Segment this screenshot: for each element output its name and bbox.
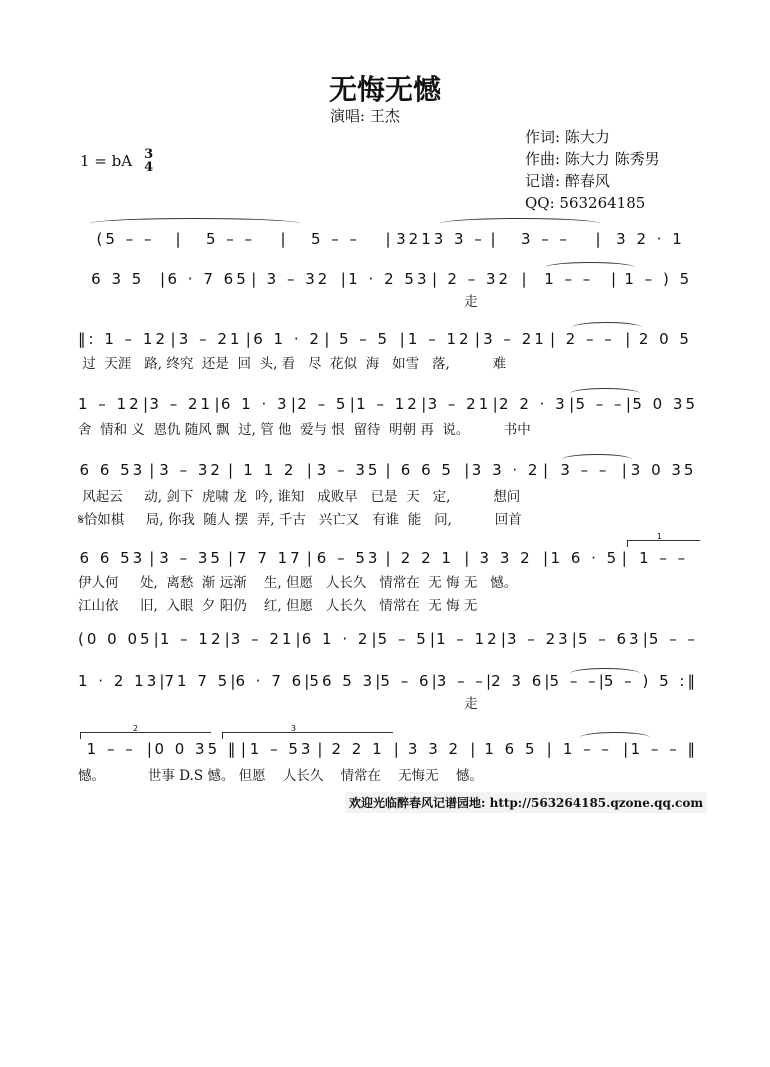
measure: 2 2 · 3 xyxy=(499,395,568,413)
barline: | xyxy=(306,549,312,567)
barline: | xyxy=(317,740,323,758)
volta-label: 1 xyxy=(656,532,662,541)
measure: 6 1 · 2 xyxy=(253,330,322,348)
measure: 3 – 35 xyxy=(159,549,223,567)
key-label: 1 = bA xyxy=(80,152,133,170)
measure: 2 – 5 xyxy=(297,395,349,413)
measure: 1 – – xyxy=(544,270,594,288)
barline: | xyxy=(621,549,627,567)
measure: 2 2 1 xyxy=(331,740,385,758)
tie xyxy=(570,668,640,679)
measure: 3 – – xyxy=(520,230,571,248)
qq: QQ: 563264185 xyxy=(525,194,646,212)
measure: 2 – – xyxy=(565,330,615,348)
key-signature xyxy=(80,148,153,174)
measure: 3 – 32 xyxy=(266,270,331,288)
measure: 56 5 3 xyxy=(309,672,376,690)
barline: | xyxy=(621,461,627,479)
barline: | xyxy=(393,740,399,758)
measure: 6 · 7 6 xyxy=(235,672,305,690)
measure: 5 – ) 5 :‖ xyxy=(603,672,698,690)
measure: 1 – 12 xyxy=(356,395,420,413)
measure: 1 – 12 xyxy=(159,630,224,648)
lyric-line: 𝄋恰如棋 局, 你我 随人 摆 弄, 千古 兴亡又 有谁 能 问, 回首 xyxy=(78,512,522,528)
barline: | xyxy=(159,672,165,690)
barline: | xyxy=(623,740,629,758)
measure: 6 6 53 xyxy=(79,461,146,479)
measure: 2 2 1 xyxy=(400,549,454,567)
barline: | xyxy=(227,461,234,479)
barline: | xyxy=(474,330,480,348)
barline: | xyxy=(625,330,631,348)
barline: | xyxy=(399,330,405,348)
lyric-line: 过 天涯 路, 终究 还是 回 头, 看 尽 花似 海 如雪 落, 难 xyxy=(78,356,507,372)
notation-line xyxy=(78,230,698,248)
tie xyxy=(562,454,632,465)
lyric-line: 伊人何 处, 离愁 渐 远渐 生, 但愿 人长久 情常在 无 悔 无 憾。 xyxy=(78,575,518,591)
measure: 3 3 2 xyxy=(407,740,462,758)
measure: 6 6 5 xyxy=(400,461,454,479)
barline: | xyxy=(280,230,286,248)
notation-line xyxy=(78,630,698,648)
barline: | xyxy=(542,549,549,567)
measure: 6 · 7 65 xyxy=(167,270,249,288)
measure: 1 – – xyxy=(86,740,136,758)
tie xyxy=(570,388,640,399)
measure: 3 – 21 xyxy=(149,395,214,413)
barline: | xyxy=(470,740,476,758)
measure: 3 – 21 xyxy=(178,330,243,348)
measure: 2 3 6 xyxy=(491,672,545,690)
barline: | xyxy=(492,395,498,413)
measure: 5 – 5 xyxy=(338,330,391,348)
time-bottom: 4 xyxy=(144,160,154,175)
measure: 5 – 6 xyxy=(380,672,432,690)
measure: 3 – – xyxy=(436,672,486,690)
measure: 3 – 23 xyxy=(507,630,571,648)
barline: | xyxy=(500,630,506,648)
barline: | xyxy=(149,461,155,479)
barline: | xyxy=(569,395,575,413)
measure: 1 – 12 xyxy=(436,630,500,648)
measure: 6 – 53 xyxy=(316,549,381,567)
volta-2 xyxy=(80,724,211,739)
measure: 3 – – xyxy=(560,461,610,479)
lyric-line: 憾。 世事 D.S 憾。 但愿 人长久 情常在 无悔无 憾。 xyxy=(78,768,483,784)
barline: | xyxy=(385,461,391,479)
measure: 5 – – xyxy=(549,672,599,690)
volta-1 xyxy=(627,532,700,547)
barline: | xyxy=(290,395,296,413)
barline: | xyxy=(521,270,527,288)
transcriber: 记谱: 醉春风 xyxy=(525,172,610,190)
song-title: 无悔无憾 xyxy=(328,73,441,106)
time-signature xyxy=(144,148,153,174)
measure: 5 – – xyxy=(205,230,256,248)
barline: | xyxy=(295,630,301,648)
measure: 3 3 2 xyxy=(479,549,533,567)
barline: | xyxy=(349,395,355,413)
measure: 1 – ) 5 xyxy=(624,270,693,288)
measure: 7 7 17 xyxy=(237,549,303,567)
barline: | xyxy=(251,270,257,288)
barline: | xyxy=(431,270,438,288)
notation-line xyxy=(78,549,698,567)
barline: | xyxy=(227,549,234,567)
barline: | xyxy=(143,395,149,413)
measure: 1 – – xyxy=(562,740,612,758)
measure: 1 6 · 5 xyxy=(550,549,620,567)
tie xyxy=(545,262,635,273)
measure: 71 7 5 xyxy=(164,672,231,690)
barline: | xyxy=(170,330,176,348)
barline: | xyxy=(642,630,648,648)
barline: | xyxy=(371,630,377,648)
barline: | xyxy=(542,461,549,479)
measure: 3 – 21 xyxy=(427,395,492,413)
measure: 2 – 32 xyxy=(447,270,512,288)
measure: 1 1 2 xyxy=(243,461,297,479)
barline: | xyxy=(245,330,251,348)
measure: 5 – – xyxy=(310,230,361,248)
barline: | xyxy=(159,270,166,288)
measure: 1 6 5 xyxy=(484,740,538,758)
barline: | xyxy=(485,672,492,690)
volta-label: 3 xyxy=(291,724,297,733)
measure: 3 – 21 xyxy=(230,630,295,648)
barline: | xyxy=(464,461,470,479)
volta-3 xyxy=(222,724,393,739)
footer-link[interactable]: 欢迎光临醉春风记谱园地: http://563264185.qzone.qq.com xyxy=(345,792,707,813)
barline: | xyxy=(546,740,552,758)
measure: 1 – 53 xyxy=(249,740,314,758)
barline: | xyxy=(544,672,550,690)
barline: | xyxy=(224,630,230,648)
time-top: 3 xyxy=(144,147,154,162)
barline: | xyxy=(214,395,220,413)
measure: 3 – 21 xyxy=(483,330,547,348)
measure: 1 · 2 13 xyxy=(78,672,160,690)
lyric-line: 风起云 动, 剑下 虎啸 龙 吟, 谁知 成败早 已是 天 定, 想问 xyxy=(78,489,521,505)
measure: 0 0 35 ‖ xyxy=(154,740,239,758)
measure: 6 1 · 3 xyxy=(220,395,290,413)
measure: 5 – 5 xyxy=(377,630,429,648)
lyricist: 作词: 陈大力 xyxy=(525,128,610,146)
measure: 3 0 35 xyxy=(630,461,697,479)
lyric-line: 走 xyxy=(78,696,478,712)
measure: 5 0 35 xyxy=(632,395,699,413)
barline: | xyxy=(464,549,470,567)
measure: 5 – 63 xyxy=(577,630,642,648)
barline: | xyxy=(306,461,312,479)
barline: | xyxy=(230,672,236,690)
barline: | xyxy=(421,395,427,413)
barline: | xyxy=(625,395,631,413)
barline: | xyxy=(385,549,391,567)
measure: 3 3 · 2 xyxy=(471,461,541,479)
composer: 作曲: 陈大力 陈秀男 xyxy=(525,150,660,168)
measure: 5 – – xyxy=(648,630,698,648)
barline: | xyxy=(340,270,346,288)
barline: | xyxy=(146,740,152,758)
barline: | xyxy=(431,672,437,690)
measure: (5 – – xyxy=(96,230,155,248)
measure: ‖: 1 – 12 xyxy=(78,330,168,348)
barline: | xyxy=(175,230,181,248)
barline: | xyxy=(610,270,617,288)
barline: | xyxy=(240,740,246,758)
lyric-line: 江山依 旧, 入眼 夕 阳仍 红, 但愿 人长久 情常在 无 悔 无 xyxy=(78,598,478,614)
measure: 1 – – xyxy=(639,549,689,567)
measure: 6 1 · 2 xyxy=(301,630,371,648)
credits xyxy=(525,126,660,214)
barline: | xyxy=(375,672,381,690)
barline: | xyxy=(595,230,601,248)
barline: | xyxy=(324,330,330,348)
barline: | xyxy=(304,672,310,690)
tie xyxy=(572,322,642,333)
measure: 3 2 · 1 xyxy=(616,230,685,248)
measure: 1 – 12 xyxy=(78,395,142,413)
measure: 5 – – xyxy=(575,395,625,413)
lyric-line: 舍 情和 义 恩仇 随风 飘 过, 管 他 爱与 恨 留待 明朝 再 说。 书中 xyxy=(78,422,531,438)
measure: 6 6 53 xyxy=(79,549,146,567)
measure: 3 – 32 xyxy=(159,461,223,479)
volta-label: 2 xyxy=(133,724,139,733)
tie xyxy=(580,732,650,743)
barline: | xyxy=(429,630,435,648)
barline: | xyxy=(598,672,604,690)
barline: | xyxy=(149,549,155,567)
lyric-line: 走 xyxy=(78,294,478,310)
measure: 2 0 5 xyxy=(638,330,692,348)
barline: | xyxy=(490,230,496,248)
barline: | xyxy=(571,630,577,648)
barline: | xyxy=(385,230,391,248)
measure: 1 – 12 xyxy=(407,330,472,348)
singer: 演唱: 王杰 xyxy=(330,107,400,125)
measure: 3 – 35 xyxy=(316,461,381,479)
tie xyxy=(440,218,600,229)
measure: 3213 3 – xyxy=(396,230,485,248)
barline: | xyxy=(550,330,556,348)
measure: 1 · 2 53 xyxy=(348,270,430,288)
barline: | xyxy=(153,630,159,648)
measure: 6 3 5 xyxy=(91,270,145,288)
measure: (0 0 05 xyxy=(78,630,153,648)
tie xyxy=(90,218,300,229)
measure: 1 – – ‖ xyxy=(630,740,698,758)
